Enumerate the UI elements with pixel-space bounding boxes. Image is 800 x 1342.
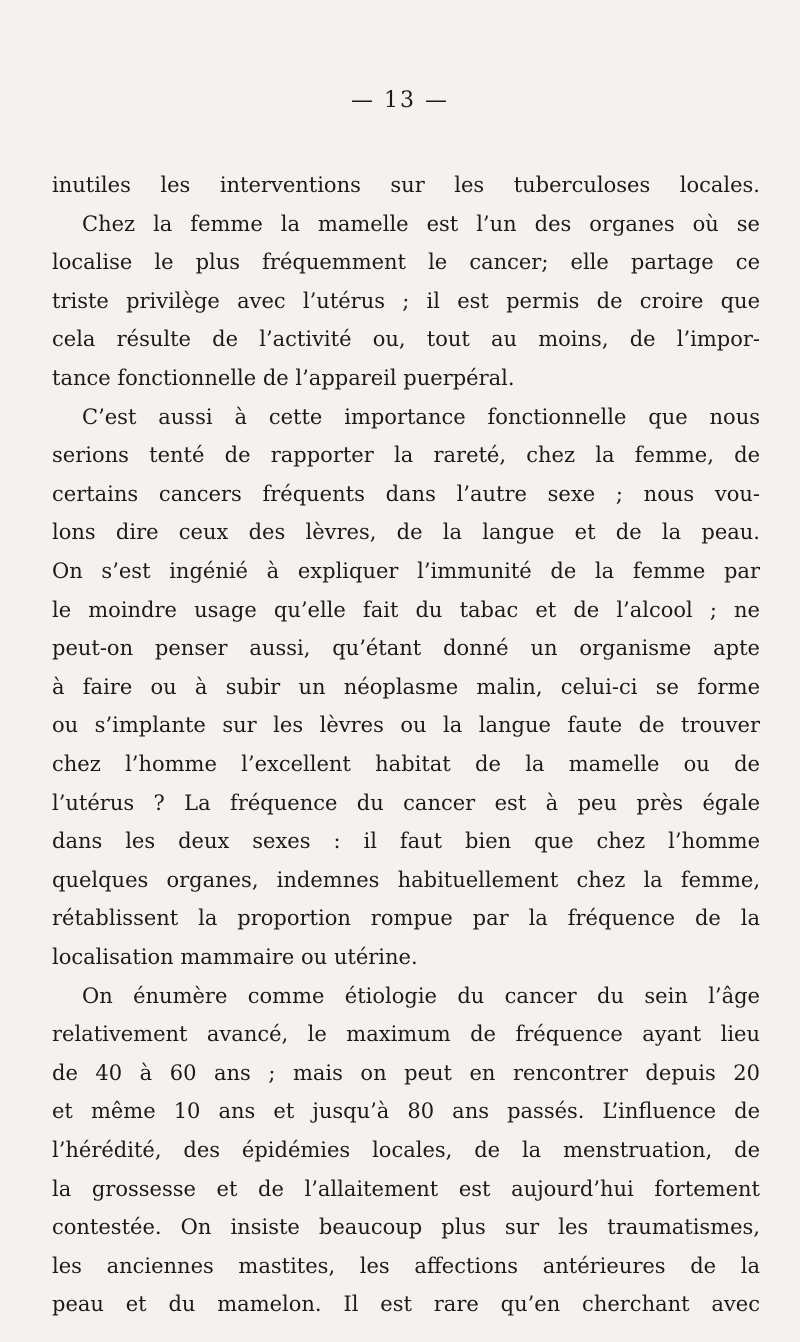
text-line: localisation mammaire ou utérine. [52,945,418,969]
text-line: la grossesse et de l’allaitement est aujourd’hui fortement [52,1176,760,1201]
text-line: quelques organes, indemnes habituellement chez la femme, [52,867,760,892]
text-line: l’utérus ? La fréquence du cancer est à peu près égale [52,790,760,815]
text-line: triste privilège avec l’utérus ; il est permis de croire que [52,288,760,313]
text-line: le moindre usage qu’elle fait du tabac et de l’alcool ; ne [52,597,760,622]
text-line: inutiles les interventions sur les tuberculoses locales. [52,173,760,197]
text-line: relativement avancé, le maximum de fréquence ayant lieu [52,1022,760,1047]
text-line: tance fonctionnelle de l’appareil puerpéral. [52,366,515,390]
page-number: — 13 — [351,88,449,113]
text-line: rétablissent la proportion rompue par la fréquence de la [52,906,760,931]
text-line: Chez la femme la mamelle est l’un des organes où se [82,211,760,236]
text-line: peut-on penser aussi, qu’étant donné un organisme apte [52,636,760,661]
text-line: et même 10 ans et jusqu’à 80 ans passés. L’influence de [52,1099,760,1124]
text-line: cela résulte de l’activité ou, tout au moins, de l’impor- [52,327,760,352]
text-line: localise le plus fréquemment le cancer; elle partage ce [52,250,760,275]
text-line: contestée. On insiste beaucoup plus sur les traumatismes, [52,1215,760,1240]
text-line: On énumère comme étiologie du cancer du sein l’âge [82,983,760,1008]
text-line: les anciennes mastites, les affections antérieures de la [52,1253,760,1278]
text-line: peau et du mamelon. Il est rare qu’en cherchant avec [52,1292,760,1317]
text-line: à faire ou à subir un néoplasme malin, celui-ci se forme [52,674,760,699]
text-line: serions tenté de rapporter la rareté, chez la femme, de [52,443,760,468]
text-line: de 40 à 60 ans ; mais on peut en rencontrer depuis 20 [52,1060,760,1085]
text-line: dans les deux sexes : il faut bien que chez l’homme [52,829,760,854]
text-line: certains cancers fréquents dans l’autre sexe ; nous vou- [52,481,760,506]
text-line: On s’est ingénié à expliquer l’immunité de la femme par [52,559,760,583]
text-line: lons dire ceux des lèvres, de la langue et de la peau. [52,520,760,545]
text-line: chez l’homme l’excellent habitat de la mamelle ou de [52,752,760,776]
text-line: ou s’implante sur les lèvres ou la langue faute de trouver [52,713,760,738]
text-line: l’hérédité, des épidémies locales, de la menstruation, de [52,1138,760,1162]
text-line: C’est aussi à cette importance fonctionnelle que nous [82,404,760,429]
